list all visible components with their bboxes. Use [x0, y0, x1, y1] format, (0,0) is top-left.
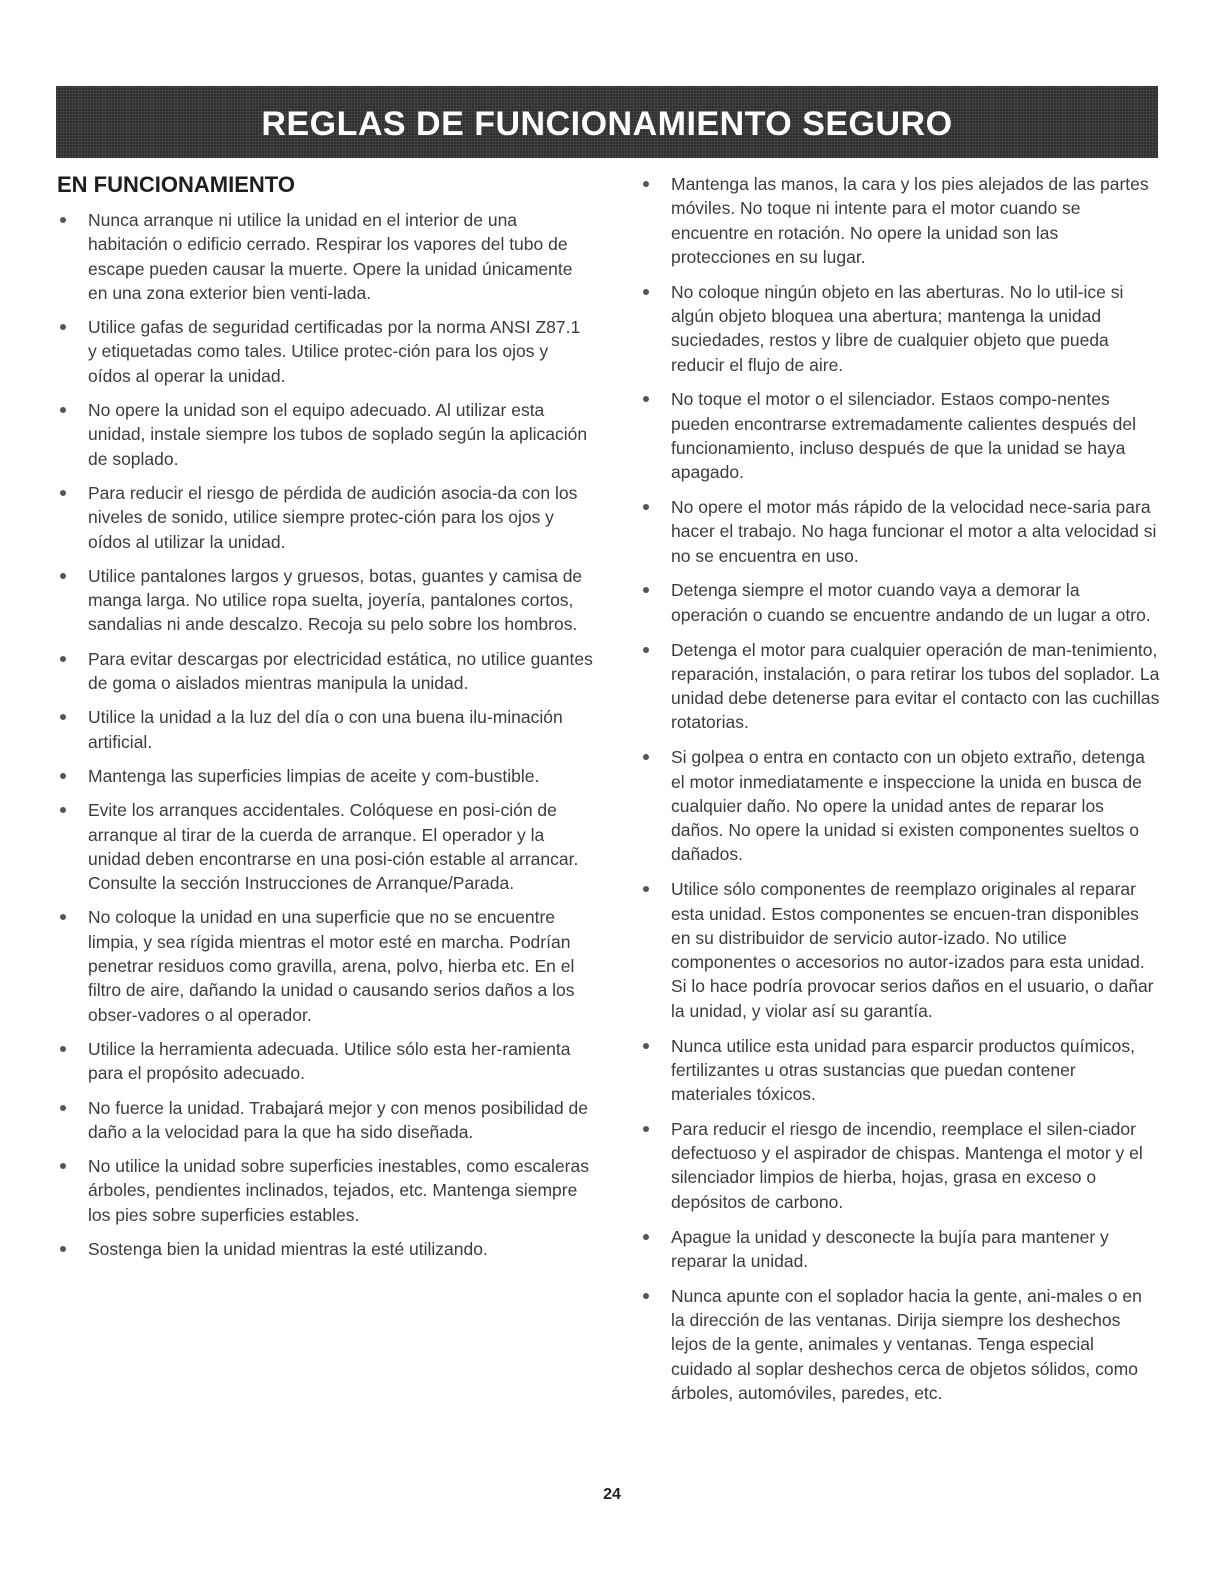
rule-text: Para reducir el riesgo de incendio, reemplace el silen-ciador defectuoso y el aspirador de chispas. Mantenga el motor y el silenciador limpios de hierba, hojas, grasa en exceso o depósitos de carbono. — [671, 1118, 1143, 1212]
rule-item — [640, 387, 1160, 484]
rule-text: No coloque ningún objeto en las aberturas. No lo util-ice si algún objeto bloquea una abertura; mantenga la unidad suciedades, restos y libre de cualquier objeto que pueda reducir el flujo de aire. — [671, 281, 1124, 375]
bullet-icon — [643, 396, 649, 402]
bullet-icon — [643, 1234, 649, 1240]
rule-text: Apague la unidad y desconecte la bujía para mantener y reparar la unidad. — [671, 1226, 1109, 1271]
rule-text: Utilice gafas de seguridad certificadas por la norma ANSI Z87.1 y etiquetadas como tales. Utilice protec-ción para los ojos y oídos al operar la unidad. — [88, 317, 581, 386]
rule-text: No toque el motor o el silenciador. Estaos compo-nentes pueden encontrarse extremadamente calientes después del funcionamiento, incluso después de que la unidad se haya apagado. — [671, 389, 1137, 483]
right-column — [640, 172, 1160, 1416]
rule-item — [57, 1096, 593, 1145]
rule-text: No opere el motor más rápido de la velocidad nece-saria para hacer el trabajo. No haga funcionar el motor a alta velocidad si no se encuentra en uso. — [671, 497, 1157, 566]
rule-item — [640, 1117, 1160, 1214]
rule-text: Utilice sólo componentes de reemplazo originales al reparar esta unidad. Estos componentes se encuen-tran disponibles en su distribuidor de servicio autor-izado. No utilice componentes o accesorios no autor-izados para esta unidad. Si lo hace podría provocar serios daños en el usuario, o dañar la unidad, y violar así su garantía. — [671, 879, 1154, 1021]
rule-text: Utilice la unidad a la luz del día o con una buena ilu-minación artificial. — [88, 707, 563, 752]
rule-item — [57, 564, 593, 637]
rule-item — [640, 1284, 1160, 1405]
bullet-icon — [60, 807, 66, 813]
rule-item — [57, 1237, 593, 1261]
rule-text: Sostenga bien la unidad mientras la esté utilizando. — [88, 1238, 488, 1259]
rule-text: Para evitar descargas por electricidad estática, no utilice guantes de goma o aislados mientras manipula la unidad. — [88, 648, 593, 694]
rule-text: No utilice la unidad sobre superficies inestables, como escaleras árboles, pendientes inclinados, tejados, etc. Mantenga siempre los pies sobre superficies estables. — [88, 1156, 589, 1225]
bullet-icon — [643, 647, 649, 653]
rule-text: Evite los arranques accidentales. Colóquese en posi-ción de arranque al tirar de la cuerda de arranque. El operador y la unidad deben encontrarse en una posi-ción estable al arrancar. Consulte la sección Instrucciones de Arranque/Parada. — [88, 800, 579, 894]
rule-text: No coloque la unidad en una superficie que no se encuentre limpia, y sea rígida mientras el motor esté en marcha. Podrían penetrar residuos como gravilla, arena, polvo, hierba etc. En el filtro de aire, dañando la unidad o causando serios daños a los obser-vadores o al operador. — [88, 907, 575, 1025]
rule-item — [640, 1225, 1160, 1274]
bullet-icon — [60, 573, 66, 579]
rule-item — [57, 905, 593, 1026]
left-rule-list — [57, 208, 593, 1261]
rule-item — [640, 745, 1160, 866]
bullet-icon — [643, 886, 649, 892]
bullet-icon — [60, 324, 66, 330]
rule-item — [57, 481, 593, 554]
rule-item — [57, 798, 593, 895]
right-rule-list — [640, 172, 1160, 1405]
rule-text: Nunca apunte con el soplador hacia la gente, ani-males o en la dirección de las ventanas. Dirija siempre los deshechos lejos de la gente, animales y ventanas. Tenga especial cuidado al soplar deshechos cerca de objetos sólidos, como árboles, automóviles, paredes, etc. — [671, 1285, 1142, 1403]
left-column — [57, 172, 593, 1271]
rule-text: No fuerce la unidad. Trabajará mejor y con menos posibilidad de daño a la velocidad para la que ha sido diseñada. — [88, 1097, 589, 1142]
bullet-icon — [60, 1105, 66, 1111]
rule-item — [640, 638, 1160, 735]
bullet-icon — [643, 754, 649, 760]
rule-text: Utilice la herramienta adecuada. Utilice sólo esta her-ramienta para el propósito adecuado. — [88, 1038, 571, 1084]
rule-item — [640, 280, 1160, 377]
title-banner — [56, 86, 1158, 158]
rule-item — [57, 398, 593, 471]
bullet-icon — [60, 1046, 66, 1052]
rule-text: Si golpea o entra en contacto con un objeto extraño, detenga el motor inmediatamente e inspeccione la unida en busca de cualquier daño. No opere la unidad antes de reparar los daños. No opere la unidad si existen componentes sueltos o dañados. — [671, 747, 1145, 865]
bullet-icon — [60, 407, 66, 413]
rule-text: Detenga el motor para cualquier operación de man-tenimiento, reparación, instalación, o para retirar los tubos del soplador. La unidad debe detenerse para evitar el contacto con las cuchillas rotatorias. — [671, 639, 1160, 733]
rule-text: Mantenga las manos, la cara y los pies alejados de las partes móviles. No toque ni intente para el motor cuando se encuentre en rotación. No opere la unidad son las protecciones en su lugar. — [671, 174, 1149, 267]
bullet-icon — [60, 914, 66, 920]
rule-item — [57, 705, 593, 754]
rule-text: Para reducir el riesgo de pérdida de audición asocia-da con los niveles de sonido, utilice siempre protec-ción para los ojos y oídos al utilizar la unidad. — [88, 482, 578, 552]
rule-item — [57, 647, 593, 696]
rule-item — [57, 764, 593, 788]
bullet-icon — [643, 289, 649, 295]
bullet-icon — [60, 656, 66, 662]
bullet-icon — [643, 1126, 649, 1132]
bullet-icon — [643, 1293, 649, 1299]
bullet-icon — [60, 217, 66, 223]
rule-text: Nunca arranque ni utilice la unidad en el interior de una habitación o edificio cerrado. Respirar los vapores del tubo de escape pueden causar la muerte. Opere la unidad únicamente en una zona exterior bien venti-lada. — [88, 210, 573, 303]
rule-item — [640, 578, 1160, 627]
rule-text: Detenga siempre el motor cuando vaya a demorar la operación o cuando se encuentre andando de un lugar a otro. — [671, 580, 1151, 625]
rule-item — [57, 1154, 593, 1227]
bullet-icon — [643, 504, 649, 510]
page-number: 24 — [603, 1486, 621, 1503]
rule-text: Mantenga las superficies limpias de aceite y com-bustible. — [88, 765, 540, 786]
bullet-icon — [60, 773, 66, 779]
rule-text: No opere la unidad son el equipo adecuado. Al utilizar esta unidad, instale siempre los tubos de soplado según la aplicación de soplado. — [88, 400, 588, 469]
rule-item — [57, 1037, 593, 1086]
bullet-icon — [643, 1043, 649, 1049]
rule-text: Utilice pantalones largos y gruesos, botas, guantes y camisa de manga larga. No utilice ropa suelta, joyería, pantalones cortos, sandalias ni ande descalzo. Recoja su pelo sobre los hombros. — [88, 565, 583, 635]
bullet-icon — [60, 1163, 66, 1169]
section-heading: EN FUNCIONAMIENTO — [57, 172, 295, 197]
rule-item — [57, 315, 593, 388]
bullet-icon — [60, 490, 66, 496]
rule-text: Nunca utilice esta unidad para esparcir productos químicos, fertilizantes u otras sustancias que puedan contener materiales tóxicos. — [671, 1035, 1135, 1105]
bullet-icon — [643, 181, 649, 187]
rule-item — [640, 172, 1160, 269]
page-title: REGLAS DE FUNCIONAMIENTO SEGURO — [261, 105, 953, 143]
rule-item — [640, 1034, 1160, 1107]
bullet-icon — [60, 1246, 66, 1252]
bullet-icon — [643, 587, 649, 593]
rule-item — [57, 208, 593, 305]
rule-item — [640, 877, 1160, 1023]
bullet-icon — [60, 714, 66, 720]
rule-item — [640, 495, 1160, 568]
